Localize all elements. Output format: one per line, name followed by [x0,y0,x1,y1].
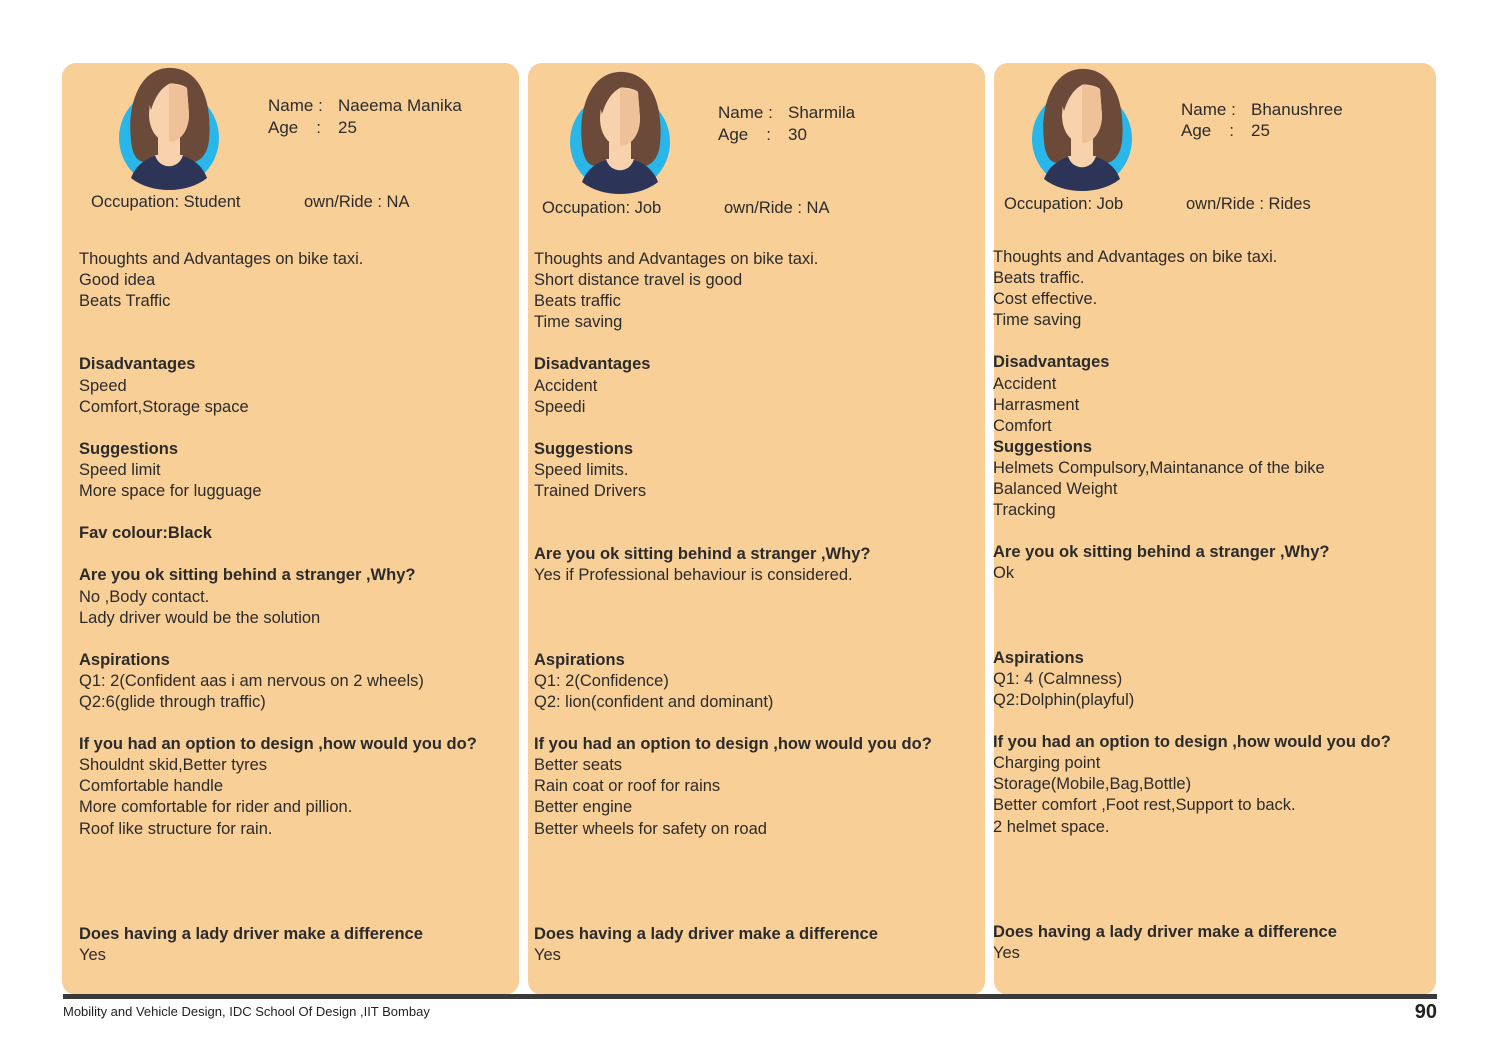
content-line [534,523,932,544]
section-heading: If you had an option to design ,how would you do? [534,735,932,754]
content-line: Thoughts and Advantages on bike taxi. [534,250,819,268]
content-line [534,333,932,354]
persona-name: Sharmila [788,103,856,122]
content-line: Tracking [993,501,1056,520]
content-line [79,882,477,903]
female-user-avatar-icon [568,70,672,194]
content-line [534,882,932,903]
content-line: Q1: 4 (Calmness) [993,669,1123,688]
content-line: Comfort [993,416,1052,435]
content-line: Beats Traffic [79,292,171,311]
content-line: Thoughts and Advantages on bike taxi. [993,248,1278,266]
content-line [534,418,932,439]
content-line: Helmets Compulsory,Maintanance of the bike [993,458,1325,477]
female-user-avatar-icon [1030,67,1134,191]
content-line: Short distance travel is good [534,271,743,290]
content-line: Ok [993,564,1015,583]
content-line: Roof like structure for rain. [79,819,273,838]
content-line: Charging point [993,754,1101,773]
content-line [993,606,1391,627]
content-line: Trained Drivers [534,482,647,501]
content-line: Storage(Mobile,Bag,Bottle) [993,775,1192,794]
section-heading: Does having a lady driver make a difference [993,923,1337,941]
content-line: Shouldnt skid,Better tyres [79,756,268,775]
persona-content [534,249,932,966]
age-line: Age : 25 [1181,121,1270,140]
section-heading: Suggestions [534,439,634,458]
content-line [993,838,1391,859]
section-heading: Are you ok sitting behind a stranger ,Why? [534,545,871,564]
content-line [79,903,477,924]
persona-card-3 [994,63,1436,995]
occupation: Occupation: Job [542,199,662,217]
persona-name: Naeema Manika [338,96,462,115]
content-line: Harrasment [993,395,1080,414]
content-line [79,629,477,650]
persona-content [993,247,1391,964]
content-line: Speedi [534,397,586,416]
section-heading: Does having a lady driver make a difference [534,925,878,943]
content-line [534,502,932,523]
age-line: Age : 30 [718,125,807,144]
occupation: Occupation: Job [1004,195,1124,213]
content-line: Q1: 2(Confident aas i am nervous on 2 wheels) [79,671,424,690]
content-line: Yes [79,946,106,965]
content-line: Thoughts and Advantages on bike taxi. [79,250,364,268]
content-line [993,627,1391,648]
content-line: More space for lugguage [79,482,262,501]
content-line [79,312,477,333]
content-line [79,333,477,354]
content-line: Time saving [534,313,623,332]
content-line: Better wheels for safety on road [534,819,767,838]
content-line: Better comfort ,Foot rest,Support to back. [993,796,1296,815]
footer-text: Mobility and Vehicle Design, IDC School Of Design ,IIT Bombay [63,1004,430,1019]
content-line [534,629,932,650]
content-line [534,903,932,924]
content-line [79,502,477,523]
own-ride: own/Ride : NA [724,199,830,217]
content-line [79,713,477,734]
own-ride: own/Ride : Rides [1186,195,1311,213]
section-heading: If you had an option to design ,how would you do? [79,735,477,754]
content-line [534,840,932,861]
content-line: 2 helmet space. [993,817,1110,836]
persona-content [79,249,477,966]
section-heading: Fav colour:Black [79,524,212,543]
content-line: Time saving [993,311,1082,330]
content-line: Q2:6(glide through traffic) [79,692,266,711]
content-line [993,859,1391,880]
content-line [79,840,477,861]
section-heading: Suggestions [79,439,179,458]
section-heading: Disadvantages [534,355,651,374]
persona-age: 25 [338,118,357,137]
name-line: Name : Sharmila [718,103,856,122]
content-line: Q2:Dolphin(playful) [993,690,1135,709]
content-line [534,587,932,608]
section-heading: Does having a lady driver make a difference [79,925,423,943]
content-line: Yes [534,946,561,965]
section-heading: Are you ok sitting behind a stranger ,Why? [993,543,1330,562]
content-line: Beats traffic [534,292,621,311]
content-line: Better engine [534,798,633,817]
content-line [79,544,477,565]
content-line [534,713,932,734]
persona-card-1 [62,63,519,995]
content-line [79,861,477,882]
occupation: Occupation: Student [91,193,241,211]
content-line [993,331,1391,352]
content-line: Rain coat or roof for rains [534,777,721,796]
content-line: Q1: 2(Confidence) [534,671,669,690]
content-line: Lady driver would be the solution [79,608,321,627]
content-line [993,711,1391,732]
content-line: Beats traffic. [993,269,1085,288]
content-line: No ,Body contact. [79,587,210,606]
content-line: Speed limits. [534,460,629,479]
content-line: Speed [79,376,127,395]
content-line [993,880,1391,901]
content-line: Yes [993,944,1020,963]
content-line: Better seats [534,756,623,775]
section-heading: Suggestions [993,437,1093,456]
section-heading: Aspirations [993,648,1084,667]
content-line: Q2: lion(confident and dominant) [534,692,774,711]
content-line [993,521,1391,542]
section-heading: Aspirations [534,650,625,669]
content-line: Comfort,Storage space [79,397,249,416]
content-line: Balanced Weight [993,480,1118,499]
section-heading: If you had an option to design ,how would you do? [993,733,1391,752]
content-line: Good idea [79,271,156,290]
content-line [79,418,477,439]
content-line [534,861,932,882]
section-heading: Disadvantages [993,353,1110,372]
persona-card-2 [528,63,985,995]
content-line: Accident [534,376,598,395]
content-line: Comfortable handle [79,777,224,796]
own-ride: own/Ride : NA [304,193,410,211]
age-line: Age : 25 [268,118,357,137]
content-line [993,901,1391,922]
content-line: Cost effective. [993,290,1098,309]
content-line: Speed limit [79,460,161,479]
content-line: Yes if Professional behaviour is considered. [534,566,853,585]
content-line: Accident [993,374,1057,393]
persona-age: 30 [788,125,807,144]
section-heading: Disadvantages [79,355,196,374]
persona-age: 25 [1251,121,1270,140]
content-line [534,608,932,629]
content-line: More comfortable for rider and pillion. [79,798,353,817]
female-user-avatar-icon [117,66,221,190]
footer-divider [63,994,1437,999]
content-line [993,585,1391,606]
section-heading: Aspirations [79,650,170,669]
section-heading: Are you ok sitting behind a stranger ,Why? [79,566,416,585]
persona-name: Bhanushree [1251,100,1343,119]
name-line: Name : Naeema Manika [268,96,462,115]
page-number: 90 [1414,1001,1437,1023]
name-line: Name : Bhanushree [1181,100,1343,119]
